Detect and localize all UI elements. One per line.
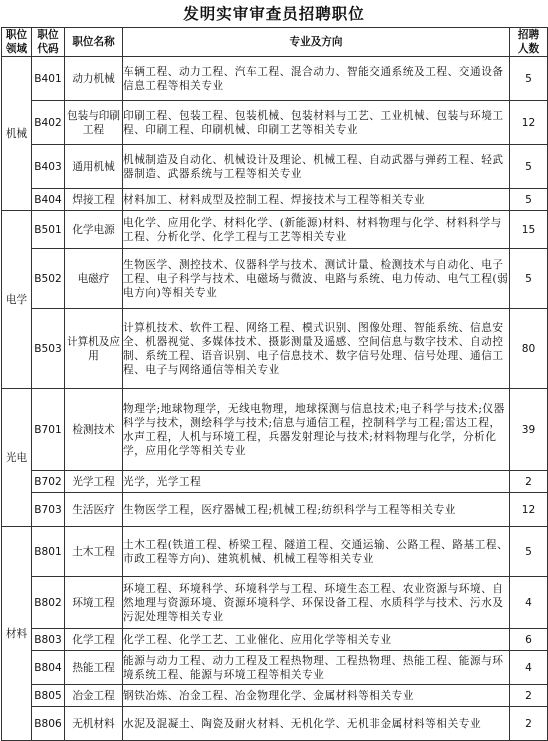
code-cell: B404 <box>32 189 65 211</box>
count-cell: 12 <box>510 101 548 145</box>
table-row <box>2 189 548 211</box>
table-row <box>2 249 548 309</box>
table-row <box>2 651 548 685</box>
major-cell: 印刷工程、包装工程、包装机械、包装材料与工艺、工业机械、包装与环境工程、印刷工程、印刷机械、印刷工艺等相关专业 <box>123 101 510 145</box>
table-row <box>2 389 548 471</box>
name-cell: 焊接工程 <box>65 189 123 211</box>
major-cell: 土木工程(铁道工程、桥梁工程、隧道工程、交通运输、公路工程、路基工程、市政工程等方向)、建筑机械、机械工程等相关专业 <box>123 527 510 577</box>
name-cell: 生活医疗 <box>65 493 123 527</box>
count-cell: 4 <box>510 651 548 685</box>
count-cell: 5 <box>510 189 548 211</box>
name-cell: 热能工程 <box>65 651 123 685</box>
name-cell: 化学工程 <box>65 629 123 651</box>
count-cell: 15 <box>510 211 548 249</box>
count-cell: 12 <box>510 493 548 527</box>
name-cell: 土木工程 <box>65 527 123 577</box>
name-cell: 计算机及应用 <box>65 309 123 389</box>
table-row <box>2 577 548 629</box>
table-row <box>2 211 548 249</box>
header-domain: 职位 领域 <box>2 28 32 57</box>
count-cell: 5 <box>510 145 548 189</box>
table-row <box>2 471 548 493</box>
name-cell: 冶金工程 <box>65 685 123 707</box>
table-row <box>2 57 548 101</box>
count-cell: 5 <box>510 57 548 101</box>
header-row <box>2 28 548 57</box>
code-cell: B502 <box>32 249 65 309</box>
code-cell: B401 <box>32 57 65 101</box>
major-cell: 生物医学、测控技术、仪器科学与技术、测试计量、检测技术与自动化、电子工程、电子科学与技术、电磁场与微波、电路与系统、电力传动、电气工程(弱电方向)等相关专业 <box>123 249 510 309</box>
major-cell: 车辆工程、动力工程、汽车工程、混合动力、智能交通系统及工程、交通设备信息工程等相关专业 <box>123 57 510 101</box>
domain-cell: 材料 <box>2 527 32 741</box>
major-cell: 电化学、应用化学、材料化学、(新能源)材料、材料物理与化学、材料科学与工程、分析化学、化学工程与工艺等相关专业 <box>123 211 510 249</box>
table-row <box>2 527 548 577</box>
table-row <box>2 145 548 189</box>
code-cell: B805 <box>32 685 65 707</box>
table-row <box>2 493 548 527</box>
table-row <box>2 101 548 145</box>
table-row <box>2 309 548 389</box>
code-cell: B501 <box>32 211 65 249</box>
code-cell: B703 <box>32 493 65 527</box>
name-cell: 化学电源 <box>65 211 123 249</box>
count-cell: 6 <box>510 629 548 651</box>
positions-table <box>1 27 548 741</box>
name-cell: 检测技术 <box>65 389 123 471</box>
header-count: 招聘 人数 <box>510 28 548 57</box>
code-cell: B503 <box>32 309 65 389</box>
name-cell: 环境工程 <box>65 577 123 629</box>
domain-cell: 光电 <box>2 389 32 527</box>
code-cell: B802 <box>32 577 65 629</box>
table-row <box>2 685 548 707</box>
header-name: 职位名称 <box>65 28 123 57</box>
count-cell: 80 <box>510 309 548 389</box>
count-cell: 2 <box>510 707 548 741</box>
code-cell: B701 <box>32 389 65 471</box>
major-cell: 计算机技术、软件工程、网络工程、模式识别、图像处理、智能系统、信息安全、机器视觉、多媒体技术、摄影测量及遥感、空间信息与数字技术、自动控制、系统工程、语音识别、电子信息技术、数字信号处理、信号处理、通信工程、电子与网络通信等相关专业 <box>123 309 510 389</box>
code-cell: B801 <box>32 527 65 577</box>
count-cell: 2 <box>510 471 548 493</box>
domain-cell: 机械 <box>2 57 32 211</box>
major-cell: 材料加工、材料成型及控制工程、焊接技术与工程等相关专业 <box>123 189 510 211</box>
major-cell: 环境工程、环境科学、环境科学与工程、环境生态工程、农业资源与环境、自然地理与资源环境、资源环境科学、环保设备工程、水质科学与技术、污水及污泥处理等相关专业 <box>123 577 510 629</box>
name-cell: 光学工程 <box>65 471 123 493</box>
table-row <box>2 629 548 651</box>
domain-cell: 电学 <box>2 211 32 389</box>
page-title: 发明实审审查员招聘职位 <box>183 5 365 23</box>
header-code: 职位 代码 <box>32 28 65 57</box>
major-cell: 光学，光学工程 <box>123 471 510 493</box>
name-cell: 动力机械 <box>65 57 123 101</box>
code-cell: B803 <box>32 629 65 651</box>
name-cell: 电磁疗 <box>65 249 123 309</box>
code-cell: B403 <box>32 145 65 189</box>
code-cell: B402 <box>32 101 65 145</box>
major-cell: 能源与动力工程、动力工程及工程热物理、工程热物理、热能工程、能源与环境系统工程、能源与环境工程等相关专业 <box>123 651 510 685</box>
major-cell: 钢铁冶炼、冶金工程、冶金物理化学、金属材料等相关专业 <box>123 685 510 707</box>
name-cell: 包装与印刷工程 <box>65 101 123 145</box>
major-cell: 化学工程、化学工艺、工业催化、应用化学等相关专业 <box>123 629 510 651</box>
count-cell: 39 <box>510 389 548 471</box>
name-cell: 无机材料 <box>65 707 123 741</box>
code-cell: B702 <box>32 471 65 493</box>
code-cell: B804 <box>32 651 65 685</box>
count-cell: 2 <box>510 685 548 707</box>
major-cell: 机械制造及自动化、机械设计及理论、机械工程、自动武器与弹药工程、轻武器制造、武器系统与工程等相关专业 <box>123 145 510 189</box>
count-cell: 4 <box>510 577 548 629</box>
name-cell: 通用机械 <box>65 145 123 189</box>
table-row <box>2 707 548 741</box>
major-cell: 物理学;地球物理学，无线电物理，地球探测与信息技术;电子科学与技术;仪器科学与技术，测绘科学与技术;信息与通信工程，控制科学与工程;雷达工程，水声工程，人机与环境工程，兵器发射理论与技术;材料物理与化学，分析化学，应用化学等相关专业 <box>123 389 510 471</box>
count-cell: 5 <box>510 249 548 309</box>
count-cell: 5 <box>510 527 548 577</box>
major-cell: 水泥及混凝土、陶瓷及耐火材料、无机化学、无机非金属材料等相关专业 <box>123 707 510 741</box>
code-cell: B806 <box>32 707 65 741</box>
major-cell: 生物医学工程，医疗器械工程;机械工程;纺织科学与工程等相关专业 <box>123 493 510 527</box>
header-major: 专业及方向 <box>123 28 510 57</box>
